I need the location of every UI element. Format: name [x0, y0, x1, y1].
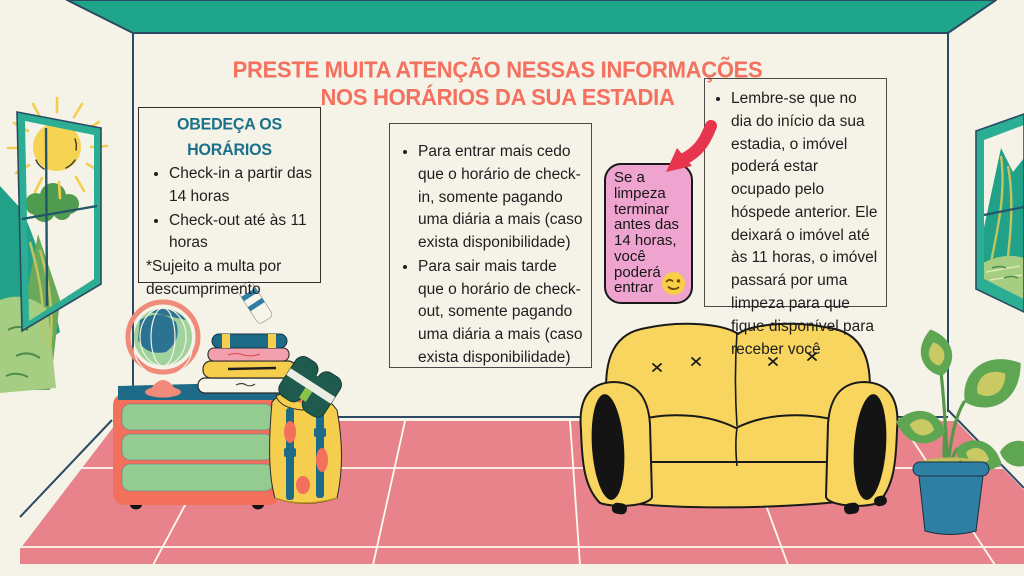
checkout-item: • Check-out até às 11 horas — [169, 210, 314, 256]
early-checkin-item: • Para entrar mais cedo que o horário de check-in, somente pagando uma diária a mais (caso exista disponibilidade) — [418, 141, 583, 255]
title-line-1: PRESTE MUITA ATENÇÃO NESSAS INFORMAÇÕES — [232, 56, 763, 83]
schedule-box-heading: OBEDEÇA OS HORÁRIOS — [177, 115, 282, 159]
late-checkout-item: • Para sair mais tarde que o horário de check-out, somente pagando uma diária a mais (caso exista disponibilidade) — [418, 256, 583, 370]
title-line-2: NOS HORÁRIOS DA SUA ESTADIA — [320, 84, 675, 111]
cleaning-bubble-text: Se a limpeza terminar antes das 14 horas, você poderá entrar — [614, 169, 680, 297]
penalty-footnote: *Sujeito a multa por descumprimento — [146, 258, 282, 298]
checkin-item: • Check-in a partir das 14 horas — [169, 163, 314, 209]
occupancy-item: • Lembre-se que no dia do início da sua estadia, o imóvel poderá estar ocupado pelo hóspede anterior. Ele deixará o imóvel até às 11 horas, o imóvel passará por uma limpeza para que fique disponível para receber você — [731, 88, 880, 361]
